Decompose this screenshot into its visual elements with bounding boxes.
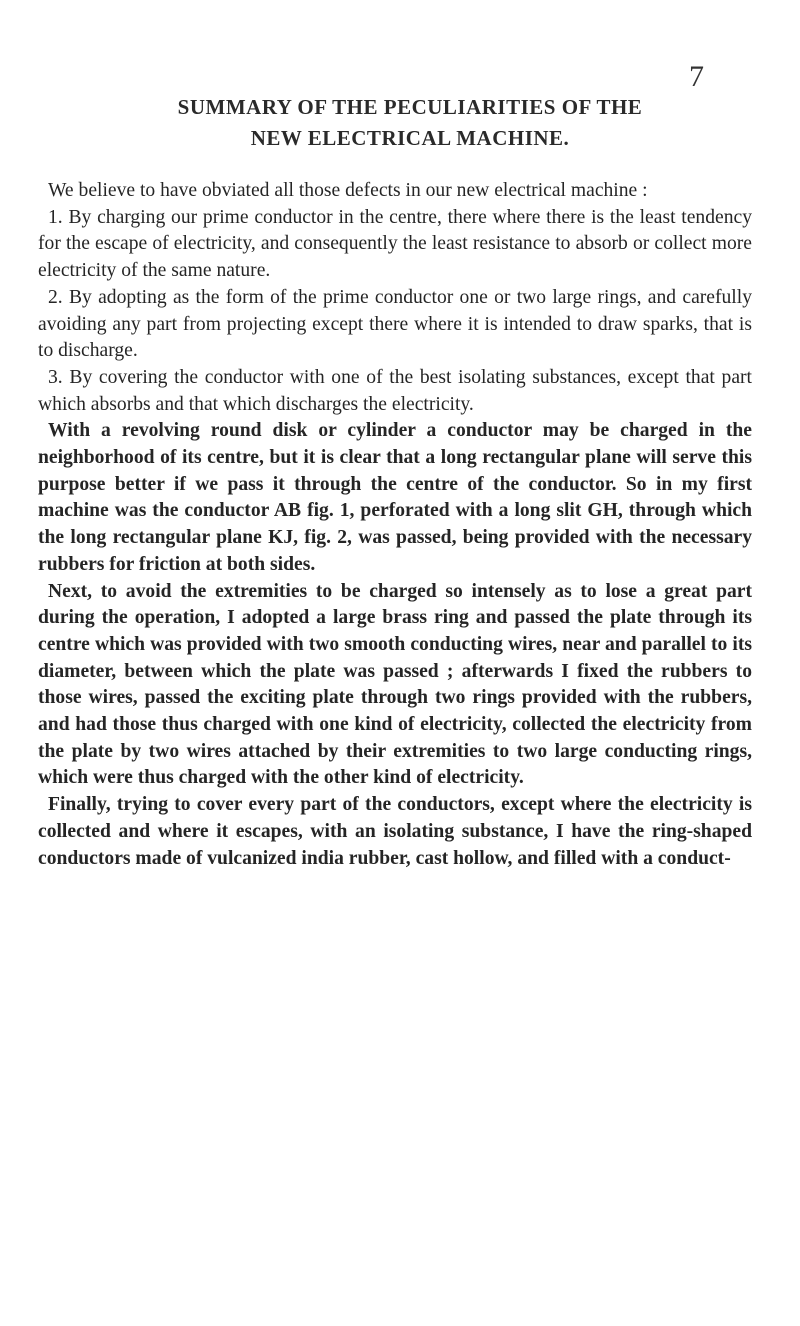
- paragraph-point-2: 2. By adopting as the form of the prime conductor one or two large rings, and carefully avoiding any part from projecting except there where it is intended to draw sparks, that is to discharge.: [38, 286, 752, 362]
- paragraph-intro: We believe to have obviated all those defects in our new electrical machine :: [48, 180, 648, 201]
- paragraph-finally: Finally, trying to cover every part of the conductors, except where the electricity is collected and where it escapes, with an isolating substance, I have the ring-shaped conductors made of vulcanized india rubber, cast hollow, and filled with a conduct-: [38, 794, 752, 869]
- title-line-1: SUMMARY OF THE PECULIARITIES OF THE: [177, 95, 643, 119]
- page-number: 7: [689, 60, 704, 93]
- paragraph-revolving-disk: With a revolving round disk or cylinder a conductor may be charged in the neighborhood of its centre, but it is clear that a long rectangular plane will serve this purpose better if we pass it through the centre of the conductor. So in my first machine was the conductor AB fig. 1, perforated with a long slit GH, through which the long rectangular plane KJ, fig. 2, was passed, being provided with the necessary rubbers for friction at both sides.: [38, 420, 752, 575]
- body-text: [38, 178, 752, 872]
- page-title: [60, 92, 760, 154]
- paragraph-brass-ring: Next, to avoid the extremities to be charged so intensely as to lose a great part during the operation, I adopted a large brass ring and passed the plate through its centre which was provided with two smooth conducting wires, near and parallel to its diameter, between which the plate was passed ; afterwards I fixed the rubbers to those wires, passed the exciting plate through two rings provided with the rubbers, and had those thus charged with one kind of electricity, collected the electricity from the plate by two wires attached by their extremities to two large conducting rings, which were thus charged with the other kind of electricity.: [38, 580, 752, 789]
- title-line-2: NEW ELECTRICAL MACHINE.: [250, 126, 570, 150]
- paragraph-point-1: 1. By charging our prime conductor in the centre, there where there is the least tendency for the escape of electricity, and consequently the least resistance to absorb or collect more electricity of the same nature.: [38, 206, 752, 282]
- paragraph-point-3: 3. By covering the conductor with one of the best isolating substances, except that part which absorbs and that which discharges the electricity.: [38, 366, 752, 415]
